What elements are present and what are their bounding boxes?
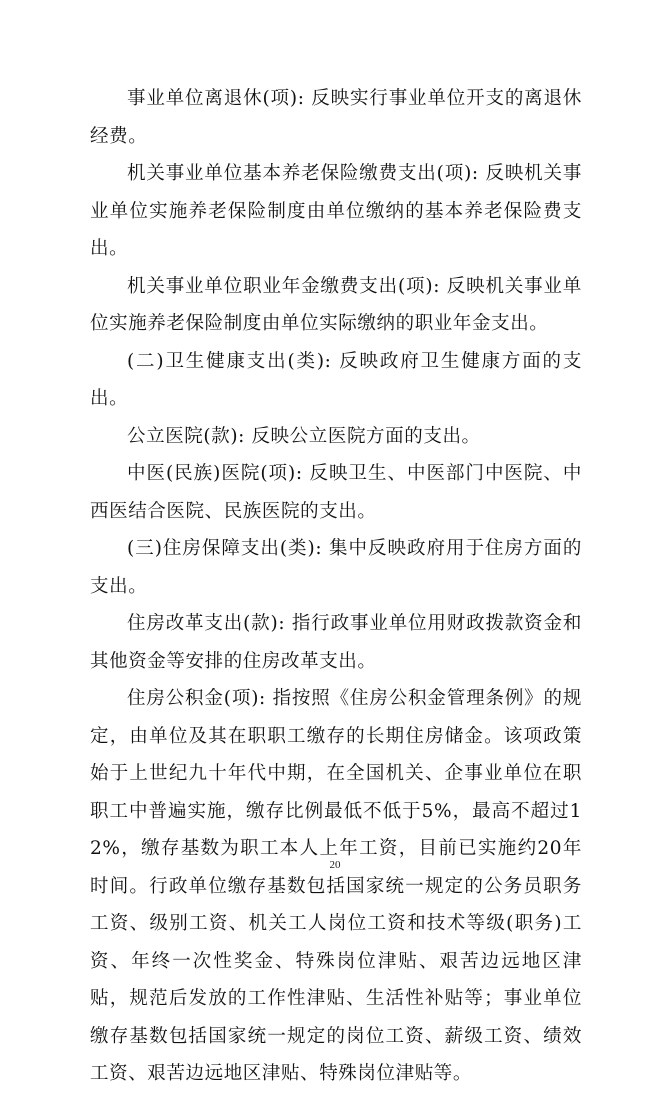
paragraph-retirement: 事业单位离退休(项): 反映实行事业单位开支的离退休经费。: [90, 88, 582, 147]
paragraph-public-hospital: 公立医院(款): 反映公立医院方面的支出。: [127, 425, 481, 447]
paragraph-housing-fund: 住房公积金(项): 指按照《住房公积金管理条例》的规定，由单位及其在职职工缴存的长期住房储金。该项政策始于上世纪九十年代中期，在全国机关、企事业单位在职职工中普遍实施，缴存比例最低不低于5%，最高不超过12%，缴存基数为职工本人上年工资，目前已实施约20年时间。行政单位缴存基数包括国家统一规定的公务员职务工资、级别工资、机关工人岗位工资和技术等级(职务)工资、年终一次性奖金、特殊岗位津贴、艰苦边远地区津贴，规范后发放的工作性津贴、生活性补贴等；事业单位缴存基数包括国家统一规定的岗位工资、薪级工资、绩效工资、艰苦边远地区津贴、特殊岗位津贴等。: [90, 688, 582, 1084]
body-text: [90, 80, 582, 1093]
paragraph-tcm-hospital: 中医(民族)医院(项): 反映卫生、中医部门中医院、中西医结合医院、民族医院的支出。: [90, 463, 582, 522]
paragraph-housing-reform: 住房改革支出(款): 指行政事业单位用财政拨款资金和其他资金等安排的住房改革支出。: [90, 613, 582, 672]
paragraph-health-expenditure: (二)卫生健康支出(类): 反映政府卫生健康方面的支出。: [90, 350, 582, 409]
paragraph-housing-security: (三)住房保障支出(类): 集中反映政府用于住房方面的支出。: [90, 538, 582, 597]
page-number: 20: [329, 859, 341, 871]
paragraph-basic-pension: 机关事业单位基本养老保险缴费支出(项): 反映机关事业单位实施养老保险制度由单位缴纳的基本养老保险费支出。: [90, 163, 582, 259]
paragraph-occupational-annuity: 机关事业单位职业年金缴费支出(项): 反映机关事业单位实施养老保险制度由单位实际缴纳的职业年金支出。: [90, 275, 582, 334]
